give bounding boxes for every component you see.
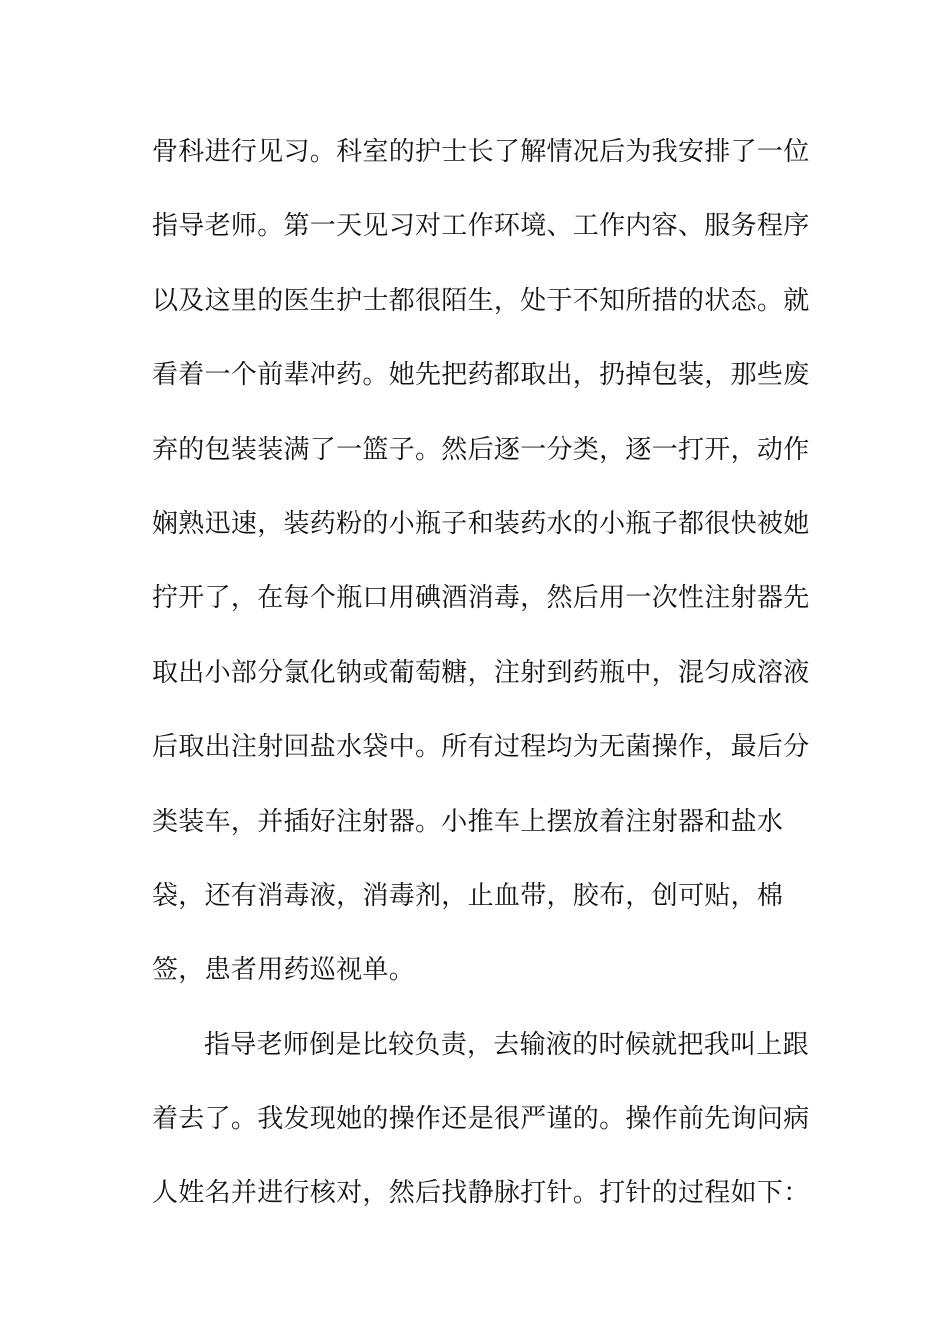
text-line: 着去了。我发现她的操作还是很严谨的。操作前先询问病 (152, 1104, 810, 1135)
text-line: 类装车，并插好注射器。小推车上摆放着注射器和盐水 (152, 806, 784, 837)
body-text (152, 130, 812, 1246)
paragraph-2 (152, 1023, 812, 1246)
text-line: 骨科进行见习。科室的护士长了解情况后为我安排了一位 (152, 137, 810, 167)
text-line: 后取出注射回盐水袋中。所有过程均为无菌操作，最后分 (152, 732, 810, 763)
text-line: 袋，还有消毒液，消毒剂，止血带，胶布，创可贴，棉 (152, 880, 784, 911)
text-line: 娴熟迅速，装药粉的小瓶子和装药水的小瓶子都很快被她 (152, 508, 810, 539)
text-line: 人姓名并进行核对，然后找静脉打针。打针的过程如下： (152, 1178, 810, 1209)
text-line: 拧开了，在每个瓶口用碘酒消毒，然后用一次性注射器先 (152, 583, 810, 614)
text-line: 弃的包装装满了一篮子。然后逐一分类，逐一打开，动作 (152, 434, 810, 465)
text-line: 指导老师倒是比较负责，去输液的时候就把我叫上跟 (204, 1029, 809, 1060)
text-line: 签，患者用药巡视单。 (152, 955, 416, 986)
text-line: 指导老师。第一天见习对工作环境、工作内容、服务程序 (152, 211, 810, 242)
paragraph-1 (152, 130, 812, 1023)
text-line: 看着一个前辈冲药。她先把药都取出，扔掉包装，那些废 (152, 360, 810, 391)
text-line: 以及这里的医生护士都很陌生，处于不知所措的状态。就 (152, 285, 810, 316)
text-line: 取出小部分氯化钠或葡萄糖，注射到药瓶中，混匀成溶液 (152, 657, 810, 688)
